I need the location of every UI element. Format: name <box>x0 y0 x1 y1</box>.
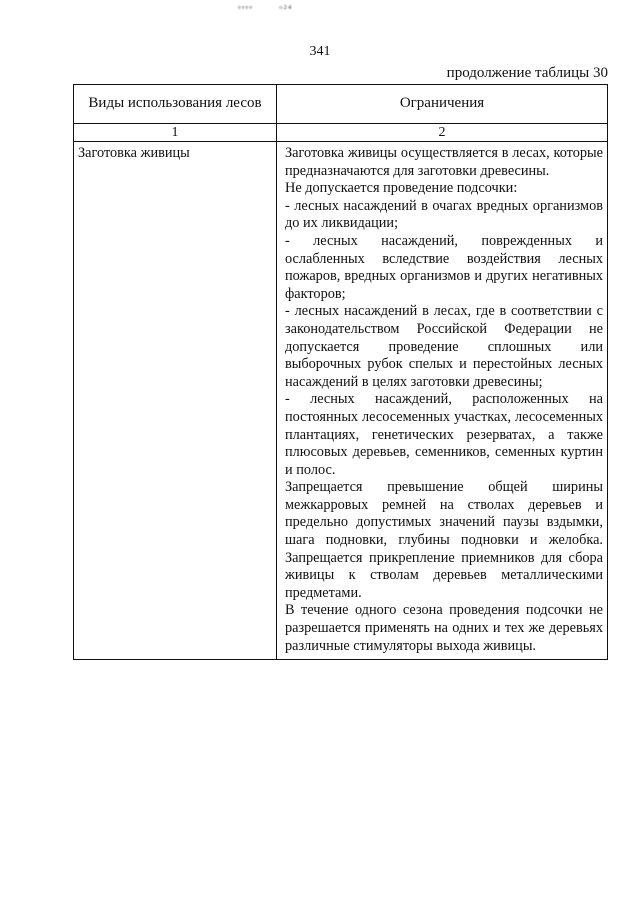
column-header-usage-type: Виды использования лесов <box>74 85 277 124</box>
column-number-1: 1 <box>74 124 277 142</box>
stamp-right: ᵒ²⁴ <box>279 3 293 15</box>
column-header-restrictions: Ограничения <box>277 85 608 124</box>
restriction-paragraph: Заготовка живицы осуществляется в лесах, которые предназначаются для заготовки древесины. <box>285 145 603 179</box>
restrictions-cell <box>277 142 608 660</box>
stamp-left: ᵉᵉᵉᵉ <box>238 3 254 15</box>
table-row <box>74 142 608 660</box>
restriction-paragraph: Запрещается превышение общей ширины межкарровых ремней на стволах деревьев и предельно допустимых значений паузы вздымки, шага подновки, глубины подновки и желобка. Запрещается прикрепление приемников для сбора живицы к стволам деревьев металлическими предметами. <box>285 479 603 601</box>
restriction-list-item: - лесных насаждений в очагах вредных организмов до их ликвидации; <box>285 198 603 233</box>
restriction-list-item: - лесных насаждений в лесах, где в соответствии с законодательством Российской Федерации не допускается проведение сплошных или выборочных рубок спелых и перестойных лесных насаждений в целях заготовки древесины; <box>285 303 603 391</box>
page-number: 341 <box>309 44 331 59</box>
restriction-list-item: - лесных насаждений, поврежденных и ослабленных вследствие воздействия лесных пожаров, вредных организмов и других негативных факторов; <box>285 233 603 303</box>
restriction-paragraph: Не допускается проведение подсочки: <box>285 180 518 197</box>
column-number-2: 2 <box>277 124 608 142</box>
usage-type-cell: Заготовка живицы <box>74 142 277 660</box>
table-header-row <box>74 85 608 124</box>
column-number-row <box>74 124 608 142</box>
table-continuation-label: продолжение таблицы 30 <box>446 65 608 81</box>
restriction-paragraph: В течение одного сезона проведения подсочки не разрешается применять на одних и тех же деревьях различные стимуляторы выхода живицы. <box>285 602 603 654</box>
forest-use-table <box>73 84 608 660</box>
restriction-list-item: - лесных насаждений, расположенных на постоянных лесосеменных участках, лесосеменных плантациях, генетических резерватах, а также плюсовых деревьев, семенников, семенных куртин и полос. <box>285 391 603 479</box>
header-stamp <box>238 3 293 15</box>
